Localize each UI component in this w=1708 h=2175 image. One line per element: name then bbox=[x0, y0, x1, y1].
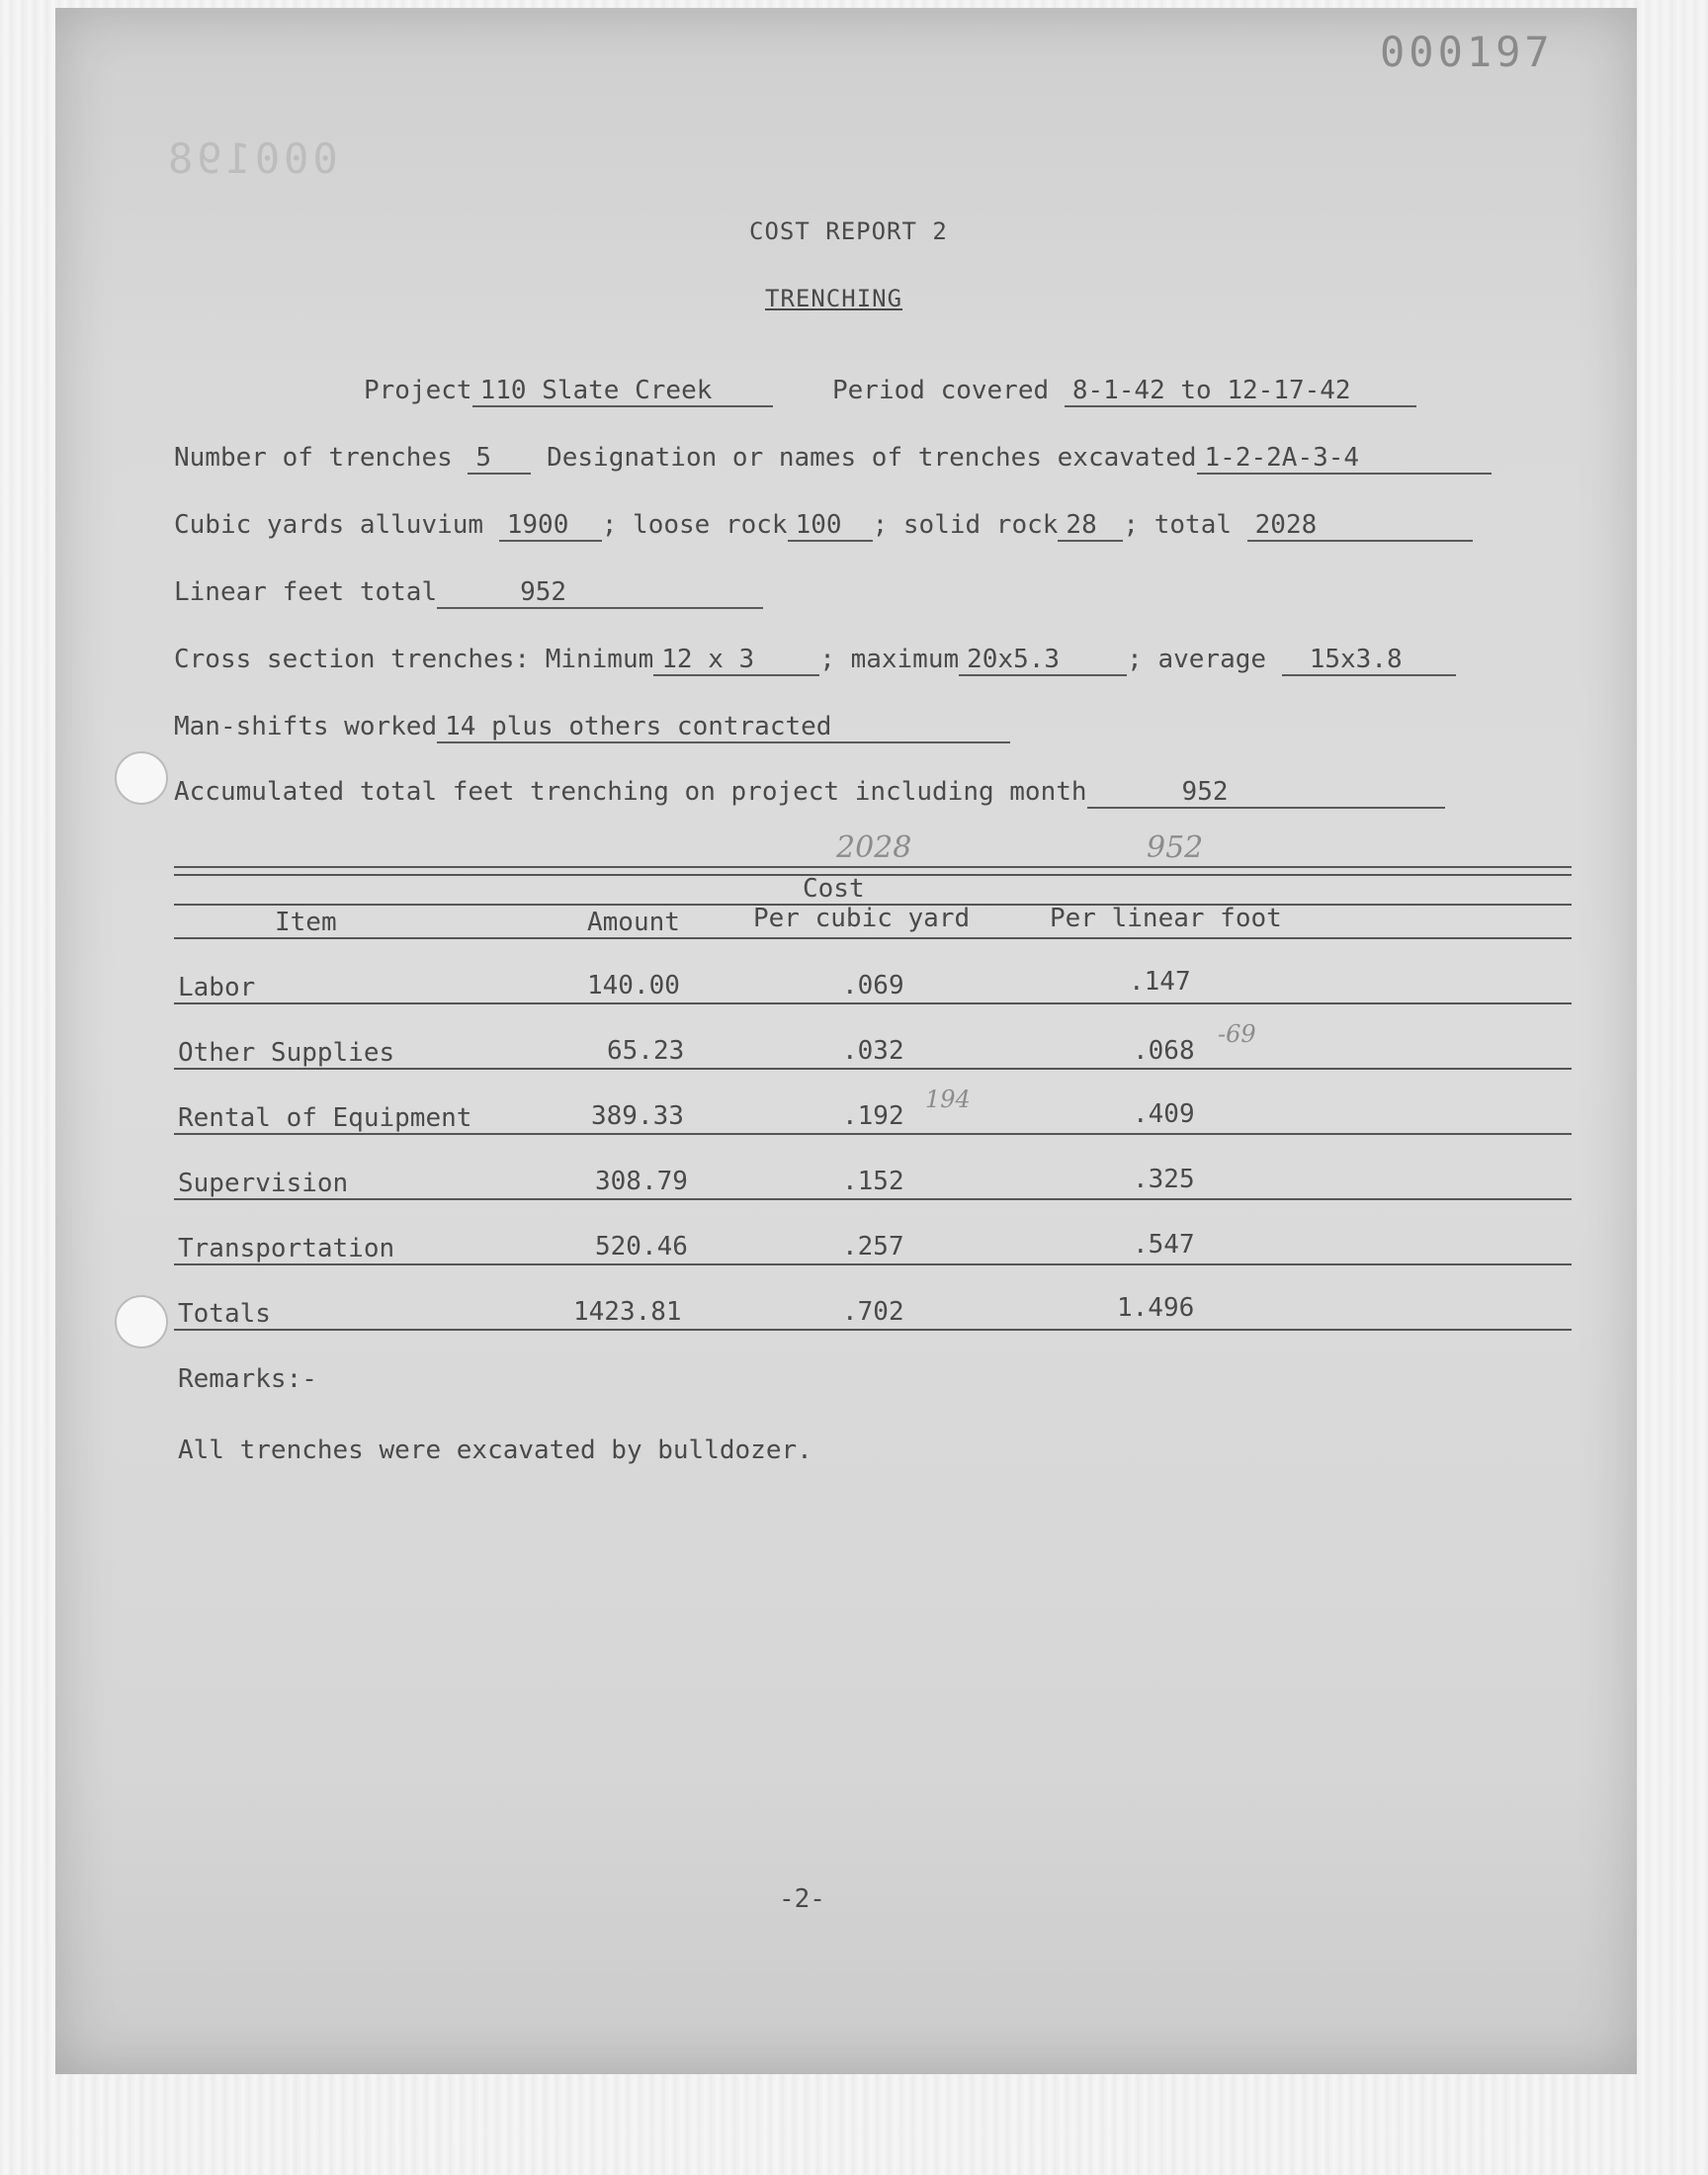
row-rule bbox=[174, 1198, 1572, 1200]
period-value: 8-1-42 to 12-17-42 bbox=[1065, 376, 1416, 407]
table-row-item: Transportation bbox=[178, 1234, 395, 1263]
solid-value: 28 bbox=[1058, 510, 1123, 542]
column-header-per-cubic: Per cubic yard bbox=[753, 904, 971, 933]
cubic-label: Cubic yards alluvium bbox=[174, 510, 484, 540]
title-text: COST REPORT bbox=[749, 218, 917, 245]
alluvium-value: 1900 bbox=[499, 510, 602, 542]
table-row-per-cubic: .192 bbox=[842, 1101, 904, 1131]
period-label: Period covered bbox=[832, 376, 1050, 405]
table-row-per-cubic: .032 bbox=[842, 1036, 904, 1066]
solid-label: ; solid rock bbox=[872, 510, 1059, 540]
cubic-yards-line bbox=[174, 510, 1473, 542]
linear-value: 952 bbox=[437, 577, 763, 609]
table-row-item: Totals bbox=[178, 1299, 271, 1329]
minimum-label: Minimum bbox=[545, 645, 654, 674]
punch-hole bbox=[115, 751, 168, 805]
table-row-per-cubic: .702 bbox=[842, 1297, 904, 1327]
table-row-amount: 140.00 bbox=[587, 971, 680, 1000]
table-row-per-linear: .409 bbox=[1133, 1099, 1195, 1129]
table-row-per-linear: .068 bbox=[1133, 1036, 1195, 1066]
table-row-amount: 1423.81 bbox=[573, 1297, 682, 1327]
period-line bbox=[832, 376, 1416, 407]
man-shifts-line bbox=[174, 712, 1010, 743]
table-row-per-cubic: .257 bbox=[842, 1232, 904, 1262]
project-value: 110 Slate Creek bbox=[472, 376, 773, 407]
table-row-per-linear: .547 bbox=[1133, 1230, 1195, 1260]
accum-value: 952 bbox=[1087, 777, 1445, 809]
total-label: ; total bbox=[1123, 510, 1232, 540]
loose-value: 100 bbox=[788, 510, 873, 542]
punch-hole bbox=[115, 1295, 168, 1348]
designation-value: 1-2-2A-3-4 bbox=[1197, 443, 1492, 475]
page-number: -2- bbox=[779, 1884, 825, 1914]
cross-label: Cross section trenches: bbox=[174, 645, 531, 674]
column-header-amount: Amount bbox=[587, 908, 680, 937]
table-row-per-linear: .147 bbox=[1129, 967, 1191, 997]
table-row-amount: 389.33 bbox=[591, 1101, 684, 1131]
linear-feet-line bbox=[174, 577, 763, 609]
table-row-amount: 520.46 bbox=[595, 1232, 688, 1262]
table-row-item: Supervision bbox=[178, 1169, 349, 1198]
project-label: Project bbox=[364, 376, 472, 405]
accum-label: Accumulated total feet trenching on project including month bbox=[174, 777, 1087, 807]
table-top-rule bbox=[174, 866, 1572, 868]
accumulated-line bbox=[174, 777, 1445, 809]
table-row-item: Other Supplies bbox=[178, 1038, 395, 1068]
row-rule bbox=[174, 1068, 1572, 1070]
cost-header: Cost bbox=[803, 874, 865, 904]
handwritten-note: -69 bbox=[1218, 1020, 1256, 1048]
minimum-value: 12 x 3 bbox=[653, 645, 819, 676]
remarks-text: All trenches were excavated by bulldozer. bbox=[178, 1436, 812, 1465]
report-title bbox=[749, 218, 948, 245]
table-row-amount: 308.79 bbox=[595, 1167, 688, 1196]
faint-stamp: 000198 bbox=[164, 134, 338, 183]
table-header-rule-2 bbox=[174, 937, 1572, 939]
table-row-item: Labor bbox=[178, 973, 256, 1002]
linear-label: Linear feet total bbox=[174, 577, 438, 607]
row-rule bbox=[174, 1263, 1572, 1265]
row-rule bbox=[174, 1133, 1572, 1135]
table-row-item: Rental of Equipment bbox=[178, 1103, 472, 1133]
average-label: ; average bbox=[1127, 645, 1267, 674]
table-top-rule-2 bbox=[174, 874, 1572, 876]
table-row-per-cubic: .152 bbox=[842, 1167, 904, 1196]
table-row-per-linear: .325 bbox=[1133, 1165, 1195, 1194]
linear-annotation: 952 bbox=[1147, 830, 1204, 865]
designation-label: Designation or names of trenches excavated bbox=[547, 443, 1197, 473]
title-number: 2 bbox=[932, 218, 948, 245]
table-row-amount: 65.23 bbox=[607, 1036, 685, 1066]
document-sheet bbox=[55, 8, 1637, 2074]
cross-section-line bbox=[174, 645, 1456, 676]
column-header-item: Item bbox=[275, 908, 337, 937]
manshifts-label: Man-shifts worked bbox=[174, 712, 438, 741]
project-line bbox=[364, 376, 773, 407]
total-value: 2028 bbox=[1247, 510, 1473, 542]
handwritten-note: 194 bbox=[925, 1086, 971, 1113]
manshifts-value: 14 plus others contracted bbox=[437, 712, 1010, 743]
page-stamp: 000197 bbox=[1380, 28, 1554, 76]
trenches-value: 5 bbox=[468, 443, 531, 475]
table-row-per-cubic: .069 bbox=[842, 971, 904, 1000]
loose-label: ; loose rock bbox=[601, 510, 788, 540]
report-subtitle: TRENCHING bbox=[765, 285, 903, 312]
trenches-line bbox=[174, 443, 1492, 475]
column-header-per-linear: Per linear foot bbox=[1050, 904, 1282, 933]
maximum-label: ; maximum bbox=[819, 645, 960, 674]
row-rule bbox=[174, 1002, 1572, 1004]
cubic-annotation: 2028 bbox=[836, 830, 912, 865]
remarks-label: Remarks:- bbox=[178, 1364, 317, 1394]
table-bottom-rule bbox=[174, 1329, 1572, 1331]
table-row-per-linear: 1.496 bbox=[1117, 1293, 1195, 1323]
maximum-value: 20x5.3 bbox=[959, 645, 1127, 676]
trenches-label: Number of trenches bbox=[174, 443, 453, 473]
average-value: 15x3.8 bbox=[1282, 645, 1456, 676]
